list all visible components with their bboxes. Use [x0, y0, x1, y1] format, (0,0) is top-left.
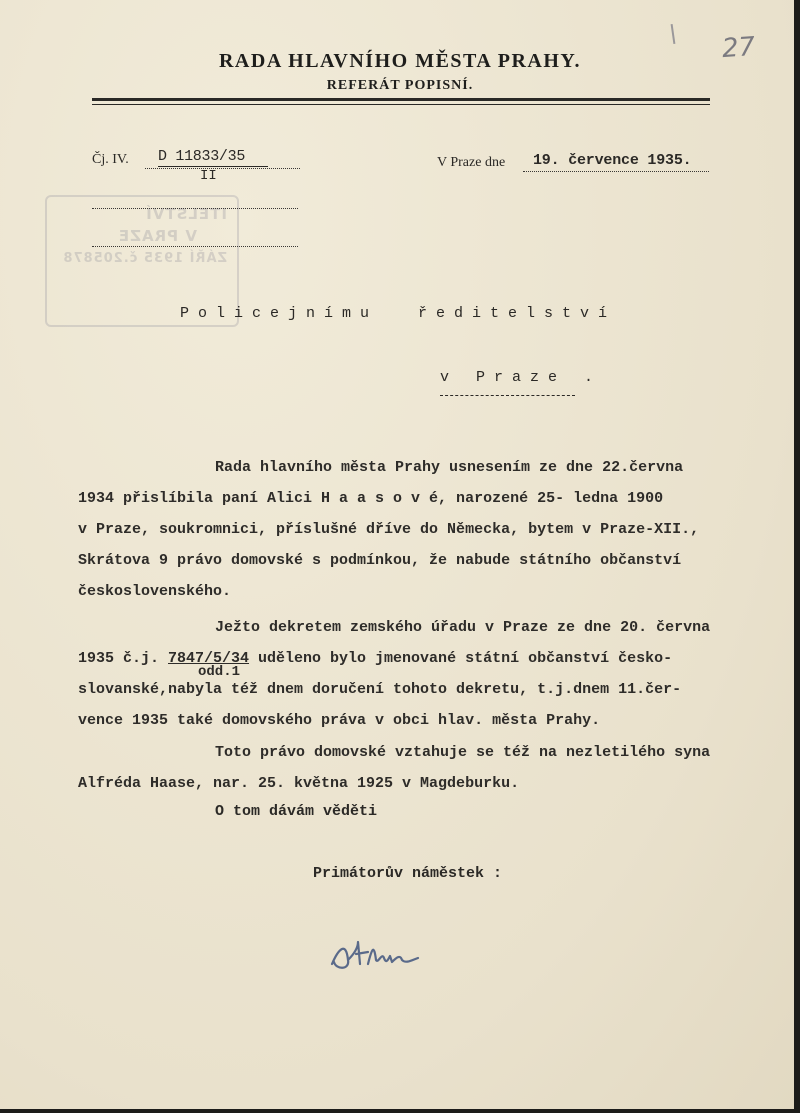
- pencil-page-number: 27: [720, 31, 757, 65]
- blank-dotted-line-2: [92, 246, 298, 247]
- stamp-line-1: ITELSTVÍ: [145, 205, 227, 223]
- text-line: Alfréda Haase, nar. 25. května 1925 v Magdeburku.: [78, 775, 520, 792]
- addressee-underline: [440, 395, 575, 396]
- text-line: [78, 643, 762, 674]
- text-line: Ježto dekretem zemského úřadu v Praze ze dne 20. června: [215, 619, 711, 636]
- letterhead-subtitle: REFERÁT POPISNÍ.: [326, 78, 474, 93]
- blank-dotted-line-1: [92, 208, 298, 209]
- text-fragment: uděleno bylo jmenované státní občanství česko-: [249, 650, 673, 667]
- date-label: V Praze dne: [437, 155, 506, 170]
- text-line: vence 1935 také domovského práva v obci hlav. města Prahy.: [78, 712, 601, 729]
- paragraph-1: [78, 452, 762, 607]
- paragraph-3: [78, 737, 762, 799]
- closing-greeting: O tom dávám věděti: [215, 803, 378, 820]
- reference-number: D 11833/35: [158, 148, 246, 165]
- date-dotted-line: [523, 171, 709, 172]
- reference-underline: [158, 166, 268, 167]
- deputy-mayor-title: Primátorův náměstek :: [313, 865, 503, 882]
- text-line: Toto právo domovské vztahuje se též na nezletilého syna: [215, 744, 711, 761]
- addressee-line-1: Policejnímu ředitelství: [180, 305, 617, 322]
- text-line: Skrátova 9 právo domovské s podmínkou, že nabude státního občanství: [78, 552, 682, 569]
- handwritten-signature: [328, 930, 428, 975]
- text-line: v Praze, soukromnici, příslušné dříve do Německa, bytem v Praze-XII.,: [78, 521, 700, 538]
- paragraph-2: [78, 612, 762, 736]
- letterhead-title: RADA HLAVNÍHO MĚSTA PRAHY.: [218, 50, 582, 72]
- stamp-line-3: ZÁŘÍ 1935 č.205878: [62, 251, 227, 266]
- scan-edge-right: [794, 0, 800, 1113]
- pencil-tick-mark: [671, 24, 676, 44]
- text-line: československého.: [78, 583, 232, 600]
- text-line: 1934 přislíbila paní Alici H a a s o v é, narozené 25- ledna 1900: [78, 490, 664, 507]
- decree-department-note: odd.1: [198, 664, 241, 680]
- decree-reference: 7847/5/34: [168, 650, 250, 667]
- reference-sub-number: II: [200, 168, 217, 184]
- reference-dotted-line: [145, 168, 300, 169]
- addressee-line-2: v Praze .: [440, 369, 603, 386]
- reference-label: Čj. IV.: [92, 152, 129, 167]
- letterhead-rule-thin: [92, 104, 710, 105]
- scan-edge-bottom: [0, 1109, 800, 1113]
- stamp-line-2: V PRAZE: [117, 227, 197, 245]
- letterhead-rule-thick: [92, 98, 710, 101]
- text-line: slovanské,nabyla též dnem doručení tohoto dekretu, t.j.dnem 11.čer-: [78, 681, 682, 698]
- text-line: Rada hlavního města Prahy usnesením ze dne 22.června: [215, 459, 684, 476]
- date-value: 19. července 1935.: [533, 152, 692, 169]
- text-fragment: 1935 č.j.: [78, 650, 169, 667]
